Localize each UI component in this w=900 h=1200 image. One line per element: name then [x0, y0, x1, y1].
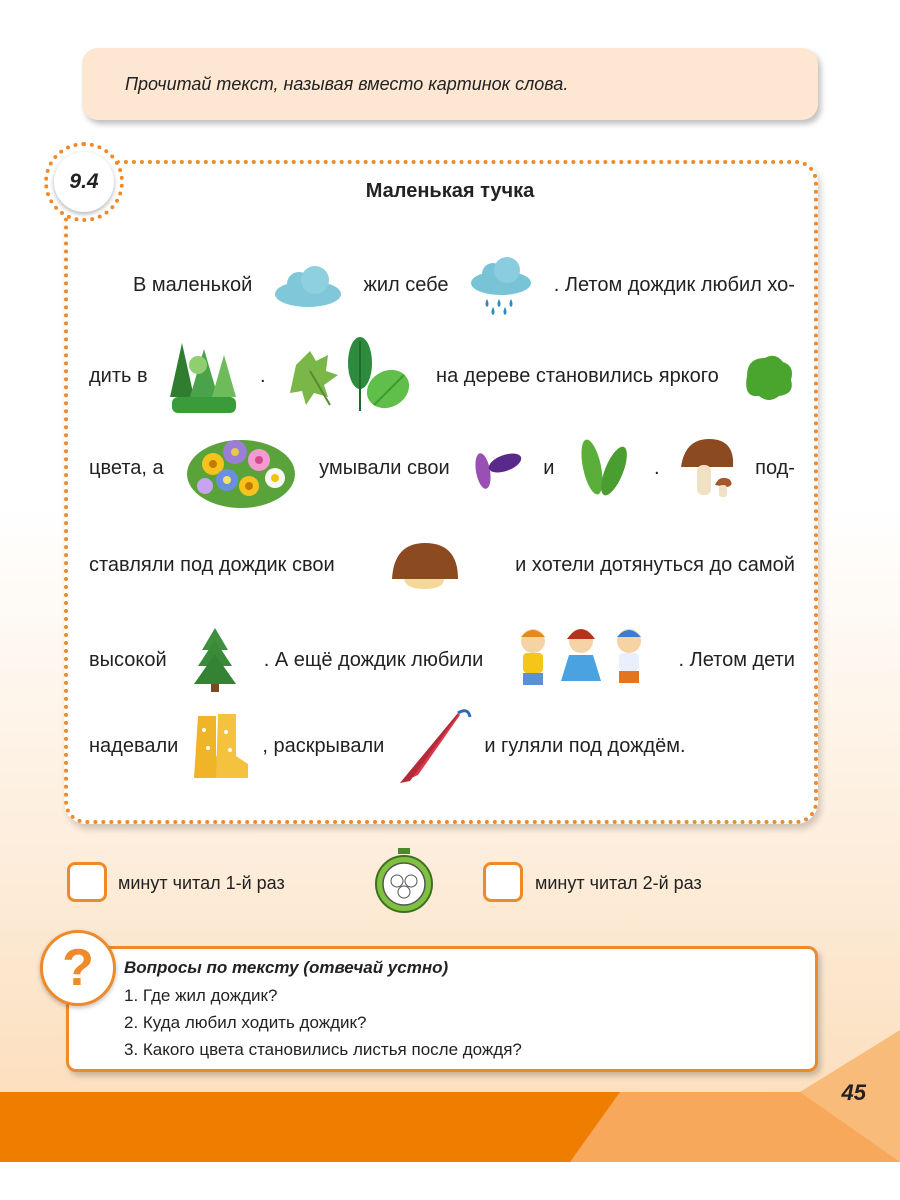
- leaves-icon: [286, 335, 416, 417]
- line-text: жил себе: [363, 273, 449, 296]
- question-item: 1. Где жил дождик?: [124, 986, 278, 1005]
- second-reading-label: минут читал 2-й раз: [535, 873, 702, 893]
- line-text: . А ещё дождик любили: [263, 648, 484, 671]
- page-number: 45: [841, 1080, 866, 1105]
- exercise-number: 9.4: [54, 152, 114, 212]
- story-line-6: [89, 696, 795, 796]
- line-text: цвета, а: [89, 456, 164, 479]
- first-reading-label: минут читал 1-й раз: [118, 873, 285, 893]
- line-text: на дереве становились яркого: [436, 364, 719, 387]
- line-text: высокой: [89, 648, 167, 671]
- line-text: . Летом дождик любил хо-: [553, 273, 795, 296]
- instruction-text: Прочитай текст, называя вместо картинок слова.: [125, 73, 569, 94]
- green-leaves-icon: [574, 437, 634, 499]
- line-text: надевали: [89, 734, 179, 757]
- mushroom-cap-icon: [390, 539, 460, 591]
- line-text: .: [654, 456, 660, 479]
- story-line-2: [89, 328, 795, 424]
- line-text: под-: [755, 456, 795, 479]
- rain-cloud-icon: [469, 255, 533, 315]
- question-badge: ?: [40, 930, 116, 1006]
- story-line-5: [89, 620, 795, 700]
- first-reading-box[interactable]: [67, 862, 107, 902]
- line-text: В маленькой: [133, 273, 253, 296]
- petals-icon: [469, 445, 523, 491]
- story-line-1: [89, 250, 795, 320]
- second-reading-box[interactable]: [483, 862, 523, 902]
- children-icon: [509, 625, 653, 695]
- rubber-boots-icon: [188, 710, 252, 782]
- line-text: ставляли под дождик свои: [89, 553, 335, 576]
- mushroom-icon: [679, 437, 735, 499]
- question-item: 2. Куда любил ходить дождик?: [124, 1013, 367, 1032]
- story-title: Маленькая тучка: [365, 180, 535, 202]
- cloud-icon: [273, 262, 343, 308]
- question-item: 3. Какого цвета становились листья после дождя?: [124, 1040, 522, 1059]
- story-line-3: [89, 420, 795, 516]
- green-color-icon: [739, 352, 795, 400]
- story-line-4: [89, 530, 795, 600]
- forest-icon: [168, 335, 240, 417]
- line-text: . Летом дети: [678, 648, 795, 671]
- page-margin: [0, 1162, 900, 1200]
- umbrella-icon: [394, 705, 474, 787]
- line-text: дить в: [89, 364, 148, 387]
- line-text: умывали свои: [319, 456, 450, 479]
- line-text: .: [260, 364, 266, 387]
- stopwatch-icon: [374, 848, 434, 914]
- questions-title: Вопросы по тексту (отвечай устно): [124, 958, 449, 977]
- line-text: и хотели дотянуться до самой: [515, 553, 795, 576]
- line-text: и: [543, 456, 555, 479]
- line-text: и гуляли под дождём.: [484, 734, 686, 757]
- reading-time-row: [0, 860, 900, 910]
- fir-tree-icon: [192, 628, 238, 692]
- flowers-icon: [183, 424, 299, 512]
- instruction-box: [82, 48, 818, 120]
- line-text: , раскрывали: [262, 734, 385, 757]
